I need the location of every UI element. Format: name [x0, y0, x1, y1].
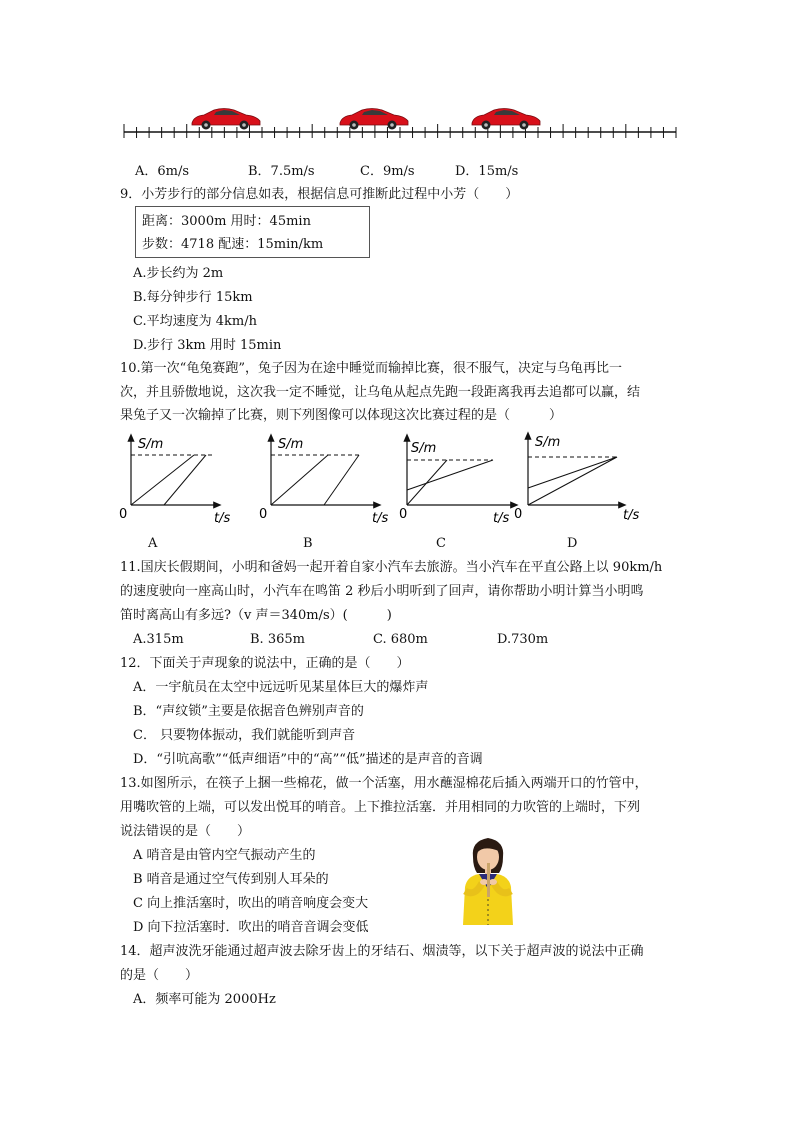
q11-option-d: D.730m	[497, 632, 549, 647]
q10-stem-line-1: 10.第一次“龟兔赛跑”，兔子因为在途中睡觉而输掉比赛，很不服气，决定与乌龟再比一	[120, 361, 622, 376]
q8-ruler-figure	[120, 100, 680, 152]
q8-option-a: A．6m/s	[135, 164, 190, 179]
q10-graph-a-label: A	[148, 536, 158, 551]
q10-graph-d-origin: 0	[514, 507, 523, 522]
q10-graph-c-x-label: t/s	[493, 511, 510, 526]
q10-graph-c-line-2	[407, 460, 447, 505]
q12-option-d: D．“引吭高歌”“低声细语”中的“高”“低”描述的是声音的音调	[133, 752, 483, 767]
q14-option-a: A．频率可能为 2000Hz	[133, 992, 276, 1007]
q9-stem: 9．小芳步行的部分信息如表，根据信息可推断此过程中小芳（ ）	[120, 187, 519, 202]
q10-graph-d	[513, 428, 653, 528]
q11-option-c: C. 680m	[373, 632, 428, 647]
q9-option-c: C.平均速度为 4km/h	[133, 314, 257, 329]
q10-graph-a-x-label: t/s	[214, 511, 231, 526]
q10-graph-c-line-1	[407, 460, 493, 490]
q11-option-a: A.315m	[133, 632, 184, 647]
q11-stem-line-2: 的速度驶向一座高山时，小汽车在鸣笛 2 秒后小明听到了回声，请你帮助小明计算当小明鸣	[120, 584, 644, 599]
q9-option-d: D.步行 3km 用时 15min	[133, 338, 282, 353]
q10-graph-d-line-2	[528, 457, 617, 488]
q13-option-b: B 哨音是通过空气传到别人耳朵的	[133, 872, 329, 887]
q13-stem-line-2: 用嘴吹管的上端，可以发出悦耳的哨音。上下推拉活塞．并用相同的力吹管的上端时，下列	[120, 800, 641, 815]
q9-info-line-1: 距离：3000m 用时：45min	[142, 214, 311, 229]
q11-stem-line-3: 笛时离高山有多远?（v 声＝340m/s）( )	[120, 608, 392, 623]
q10-graph-d-x-label: t/s	[623, 508, 640, 523]
q11-option-b: B. 365m	[250, 632, 305, 647]
q12-option-a: A．一宇航员在太空中远远听见某星体巨大的爆炸声	[133, 680, 429, 695]
q8-option-d: D．15m/s	[455, 164, 519, 179]
q10-stem-line-3: 果兔子又一次输掉了比赛，则下列图像可以体现这次比赛过程的是（ ）	[120, 408, 563, 423]
q9-option-b: B.每分钟步行 15km	[133, 290, 253, 305]
q8-option-b: B．7.5m/s	[248, 164, 315, 179]
car-2	[340, 109, 408, 130]
q10-graph-c-origin: 0	[399, 507, 408, 522]
q14-stem-line-2: 的是（ ）	[120, 968, 199, 983]
q13-option-a: A 哨音是由管内空气振动产生的	[133, 848, 316, 863]
q10-graph-b-y-label: S/m	[278, 437, 304, 452]
q10-graph-b-line-2	[324, 455, 359, 505]
q12-option-c: C． 只要物体振动，我们就能听到声音	[133, 728, 356, 743]
q10-graph-b-line-1	[271, 455, 328, 505]
q10-graph-b-x-label: t/s	[372, 511, 389, 526]
q11-stem-line-1: 11.国庆长假期间，小明和爸妈一起开着自家小汽车去旅游。当小汽车在平直公路上以 90km/h	[120, 560, 663, 575]
q9-info-box	[135, 206, 370, 258]
q10-graph-b	[256, 432, 389, 528]
q10-graph-a-origin: 0	[119, 507, 128, 522]
q10-graph-d-y-label: S/m	[535, 435, 561, 450]
q10-graph-c	[397, 432, 527, 528]
girl-blowing-whistle-illustration	[455, 833, 521, 925]
q8-option-c: C．9m/s	[360, 164, 415, 179]
q9-option-a: A.步长约为 2m	[133, 266, 224, 281]
q12-option-b: B．“声纹锁”主要是依据音色辨别声音的	[133, 704, 364, 719]
q10-graph-d-line-1	[528, 457, 617, 505]
q13-option-d: D 向下拉活塞时．吹出的哨音音调会变低	[133, 920, 369, 935]
q13-option-c: C 向上推活塞时，吹出的哨音响度会变大	[133, 896, 369, 911]
q14-stem-line-1: 14．超声波洗牙能通过超声波去除牙齿上的牙结石、烟渍等，以下关于超声波的说法中正确	[120, 944, 644, 959]
q10-graph-a	[116, 432, 246, 528]
q13-stem-line-3: 说法错误的是（ ）	[120, 824, 251, 839]
q10-graph-a-y-label: S/m	[138, 437, 164, 452]
q10-graph-c-label: C	[436, 536, 446, 551]
q13-stem-line-1: 13.如图所示，在筷子上捆一些棉花，做一个活塞，用水蘸湿棉花后插入两端开口的竹管中，	[120, 776, 648, 791]
q12-stem: 12．下面关于声现象的说法中，正确的是（ ）	[120, 656, 410, 671]
q10-graph-d-label: D	[567, 536, 578, 551]
q10-graph-b-label: B	[303, 536, 313, 551]
q9-info-line-2: 步数：4718 配速：15min/km	[142, 237, 324, 252]
q10-graph-b-origin: 0	[259, 507, 268, 522]
q10-stem-line-2: 次，并且骄傲地说，这次我一定不睡觉，让乌龟从起点先跑一段距离我再去追都可以赢，结	[120, 385, 641, 400]
car-3	[472, 109, 540, 130]
q10-graph-c-y-label: S/m	[411, 441, 437, 456]
